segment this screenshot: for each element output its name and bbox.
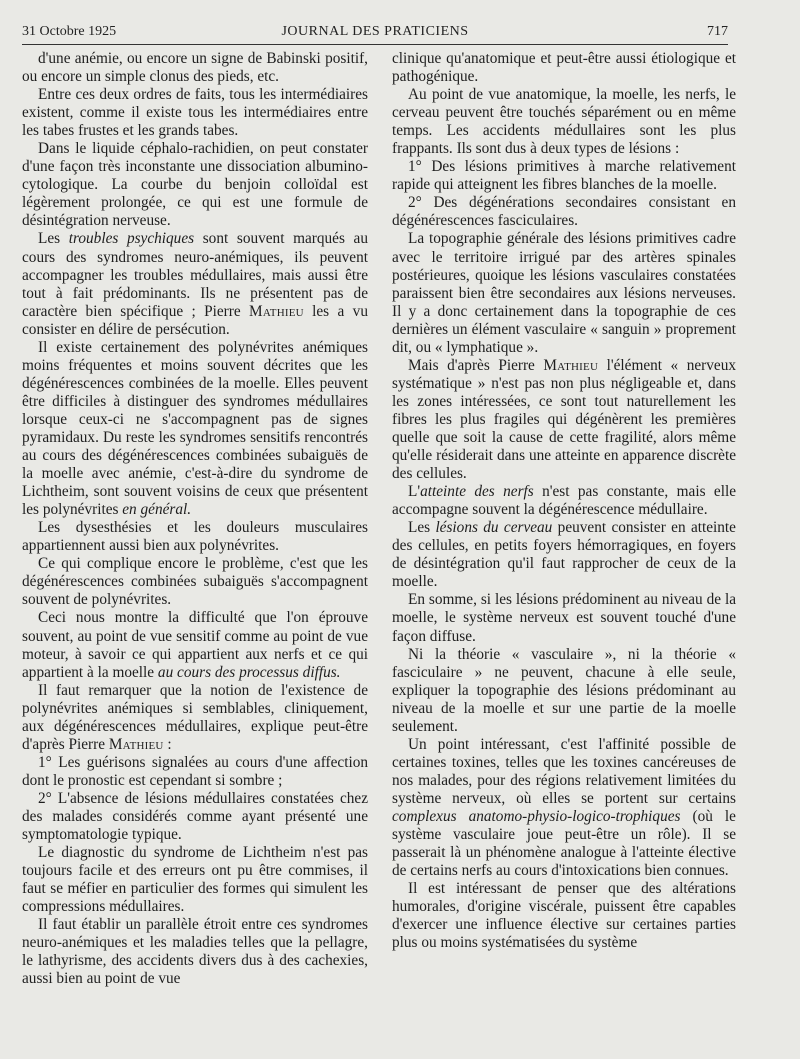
text-run: En somme, si les lésions prédominent au niveau de la moelle, le système nerveux est souvent touché d'une façon diffuse. (392, 591, 736, 645)
text-run: Il faut remarquer que la notion de l'existence de polynévrites anémiques si semblables, cliniquement, aux dégénérescences médullaires, explique peut-être d'après Pierre (22, 681, 368, 753)
paragraph (392, 646, 736, 736)
text-run: n'est pas constante, mais elle accompagne souvent la dégénérescence médullaire. (392, 483, 736, 519)
paragraph (22, 519, 368, 555)
left-column (22, 50, 368, 1050)
header-journal-title: JOURNAL DES PRATICIENS (281, 24, 469, 39)
paragraph (392, 591, 736, 645)
text-run: (où le système vasculaire joue peut-être un rôle). Il se passerait là un phénomène analogue à l'atteinte élective de certains nerfs au cours d'intoxications bien connues. (392, 807, 736, 880)
right-column (392, 50, 736, 1050)
paragraph (22, 339, 368, 519)
author-name: Mathieu (543, 356, 599, 374)
paragraph (22, 916, 368, 988)
text-run: 2° Des dégénérations secondaires consistant en dégénérescences fasciculaires. (392, 194, 736, 230)
text-run: 1° Des lésions primitives à marche relativement rapide qui atteignent les fibres blanches de la moelle. (392, 158, 736, 194)
text-run: Dans le liquide céphalo-rachidien, on peut constater d'une façon très inconstante une dissociation albumino-cytologique. La courbe du benjoin colloïdal est légèrement prolongée, ce qui est une formule de désintégration nerveuse. (22, 140, 368, 230)
text-run: peuvent consister en atteinte des cellules, en petits foyers hémorragiques, en foyers de désintégration qu'il faut rapprocher de ceux de la moelle. (392, 519, 736, 591)
paragraph (22, 86, 368, 140)
text-run: 1° Les guérisons signalées au cours d'une affection dont le pronostic est cependant si sombre ; (22, 753, 368, 789)
text-run: sont souvent marqués au cours des syndromes neuro-anémiques, ils peuvent accompagner les troubles médullaires, mais aussi être tout à fait prédominants. Ils ne présentent pas de caractère bien spécifique ; Pierre (22, 230, 368, 320)
paragraph (392, 194, 736, 230)
paragraph (22, 844, 368, 916)
text-run: 2° L'absence de lésions médullaires constatées chez des malades considérés comme ayant présenté une symptomatologie typique. (22, 789, 368, 844)
text-run: Les dysesthésies et les douleurs musculaires appartiennent aussi bien aux polynévrites. (22, 519, 368, 555)
paragraph (392, 483, 736, 519)
text-run: Les (38, 230, 69, 248)
text-run: Ni la théorie « vasculaire », ni la théorie « fasciculaire » ne peuvent, chacune à elle seule, expliquer la topographie des lésions prédominant au niveau de la moelle et sur une partie de la moelle seulement. (392, 645, 736, 735)
text-run: l'élément « nerveux systématique » n'est pas non plus négligeable et, dans les zones intéressées, ce sont tout naturellement les fibres les plus fragiles qui dégénèrent les premières quelle que soit la cause de cette fragilité, alors même qu'elle résiderait dans une atteinte en apparence discrète des cellules. (392, 356, 736, 483)
author-name: Mathieu (249, 302, 304, 320)
text-run: L' (408, 483, 421, 501)
paragraph (392, 230, 736, 356)
text-run: Il est intéressant de penser que des altérations humorales, d'origine viscérale, puissent être capables d'exercer une influence élective sur certaines parties plus ou moins systématisées du système (392, 880, 736, 952)
paragraph (22, 555, 368, 609)
italic-text: lésions du cerveau (435, 519, 553, 537)
header-date: 31 Octobre 1925 (22, 24, 117, 39)
text-run: Le diagnostic du syndrome de Lichtheim n'est pas toujours facile et des erreurs ont pu être commises, il faut se méfier en particulier des formes qui simulent les compressions médullaires. (22, 844, 368, 916)
header-page-number: 717 (707, 24, 728, 39)
paragraph (22, 609, 368, 681)
text-run: Entre ces deux ordres de faits, tous les intermédiaires existent, comme il existe tous les intermédiaires entre les tabes frustes et les grands tabes. (22, 86, 368, 140)
paragraph (392, 519, 736, 591)
text-run: Ce qui complique encore le problème, c'est que les dégénérescences combinées subaiguës s'accompagnent souvent de polynévrites. (22, 555, 368, 609)
text-run: clinique qu'anatomique et peut-être aussi étiologique et pathogénique. (392, 50, 736, 86)
text-run: Il faut établir un parallèle étroit entre ces syndromes neuro-anémiques et les maladies telles que la pellagre, le lathyrisme, des accidents divers dus à des cachexies, aussi bien au point de vue (22, 916, 368, 988)
paragraph (392, 880, 736, 952)
text-run: Il existe certainement des polynévrites anémiques moins fréquentes et moins souvent décrites que les dégénérescences combinées de la moelle. Elles peuvent être difficiles à distinguer des syndromes médullaires lorsque ceux-ci ne s'accompagnent pas de signes pyramidaux. Du reste les syndromes sensitifs rencontrés au cours des dégénérescences combinées subaiguës de la moelle avec anémie, c'est-à-dire du syndrome de Lichtheim, sont souvent voisins de ceux que présentent les polynévrites (22, 338, 368, 519)
italic-text: complexus anatomo-physio-logico-trophiques (392, 807, 681, 825)
paragraph (392, 158, 736, 194)
italic-text: en général. (122, 501, 192, 519)
author-name: Mathieu (108, 735, 164, 753)
paragraph (22, 140, 368, 230)
text-run: : (163, 735, 172, 753)
header-rule (22, 44, 728, 45)
text-run: d'une anémie, ou encore un signe de Babinski positif, ou encore un simple clonus des pieds, etc. (22, 50, 368, 86)
paragraph (392, 736, 736, 880)
text-run: Les (408, 519, 436, 537)
paragraph (22, 754, 368, 790)
text-run: Mais d'après Pierre (408, 356, 544, 374)
paragraph (392, 357, 736, 483)
text-run: les a vu consister en délire de persécution. (22, 302, 368, 338)
paragraph (22, 50, 368, 86)
paragraph (22, 682, 368, 754)
italic-text: au cours des processus diffus. (157, 663, 341, 681)
paragraph (392, 86, 736, 158)
paragraph (392, 50, 736, 86)
paragraph (22, 790, 368, 844)
italic-text: atteinte des nerfs (420, 483, 534, 501)
text-run: Au point de vue anatomique, la moelle, les nerfs, le cerveau peuvent être touchés séparément ou en même temps. Les accidents médullaires sont les plus frappants. Ils sont dus à deux types de lésions : (392, 86, 736, 158)
text-run: Un point intéressant, c'est l'affinité possible de certaines toxines, telles que les toxines cancéreuses de nos malades, pour des régions relativement limitées du système nerveux, où elles se portent sur certains (392, 735, 736, 807)
text-run: La topographie générale des lésions primitives cadre avec le territoire irrigué par des artères spinales postérieures, quoique les lésions vasculaires constatées paraissent bien être secondaires aux lésions nerveuses. Il y a donc certainement dans la topographie de ces dernières un élément vasculaire « sanguin » proprement dit, ou « lymphatique ». (392, 230, 736, 356)
paragraph (22, 230, 368, 338)
page-header (22, 20, 728, 42)
text-run: Ceci nous montre la difficulté que l'on éprouve souvent, au point de vue sensitif comme au point de vue moteur, à savoir ce qui appartient aux nerfs et ce qui appartient à la moelle (22, 609, 368, 681)
italic-text: troubles psychiques (68, 230, 195, 248)
